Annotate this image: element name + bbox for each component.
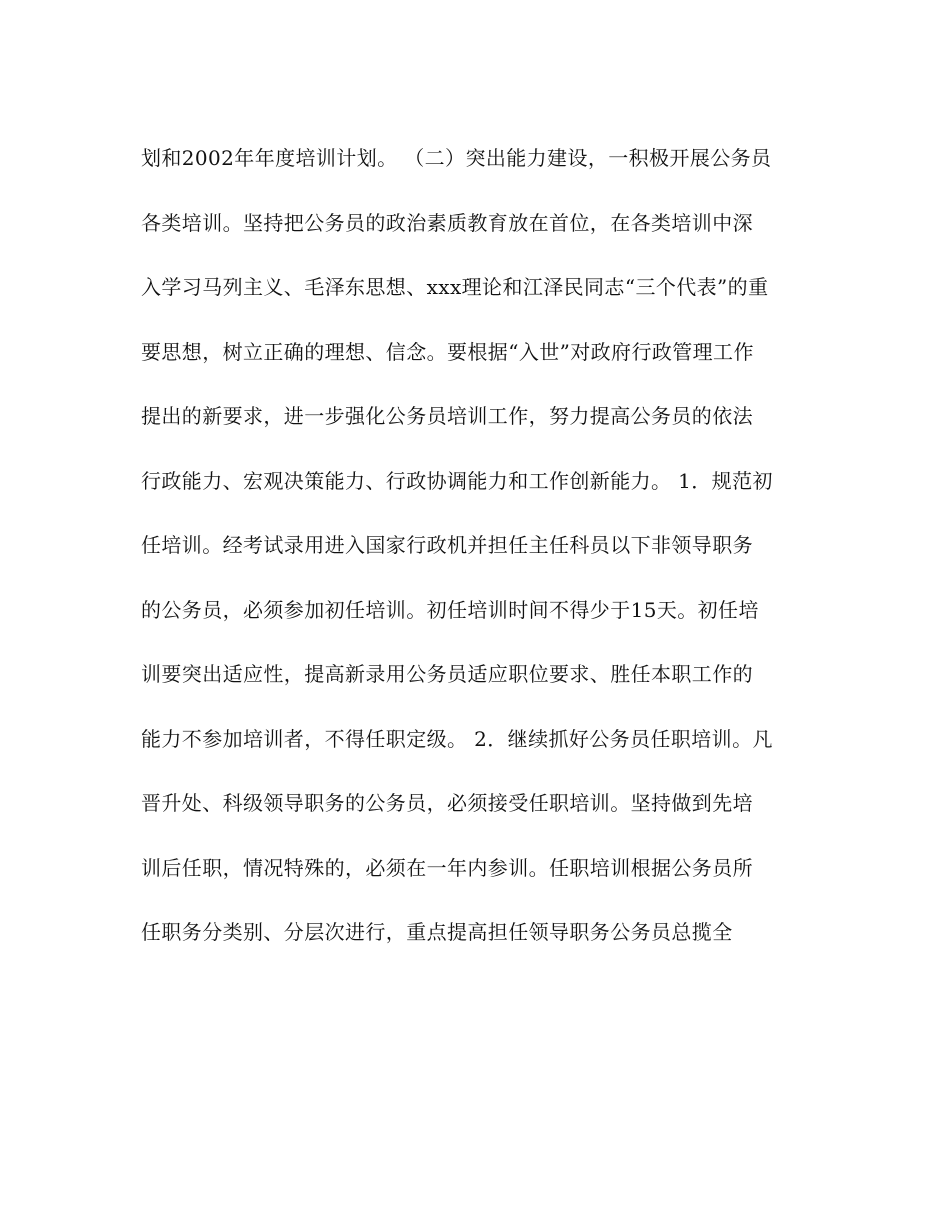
text-line: 划和2002年年度培训计划。 （二）突出能力建设，一积极开展公务员: [141, 146, 772, 170]
text-line: 能力不参加培训者，不得任职定级。 2．继续抓好公务员任职培训。凡: [141, 726, 773, 751]
text-line: 训要突出适应性，提高新录用公务员适应职位要求、胜任本职工作的: [141, 662, 753, 686]
text-line: 各类培训。坚持把公务员的政治素质教育放在首位，在各类培训中深: [141, 210, 753, 235]
text-line: 晋升处、科级领导职务的公务员，必须接受任职培训。坚持做到先培: [141, 791, 753, 815]
text-line: 入学习马列主义、毛泽东思想、xxx理论和江泽民同志“三个代表”的重: [141, 275, 769, 299]
text-line: 要思想，树立正确的理想、信念。要根据“入世”对政府行政管理工作: [141, 339, 754, 364]
text-line: 的公务员，必须参加初任培训。初任培训时间不得少于15天。初任培: [141, 597, 759, 622]
text-line: 任职务分类别、分层次进行，重点提高担任领导职务公务员总揽全: [141, 920, 733, 944]
text-line: 行政能力、宏观决策能力、行政协调能力和工作创新能力。 1．规范初: [141, 468, 773, 493]
text-line: 训后任职，情况特殊的，必须在一年内参训。任职培训根据公务员所: [141, 855, 753, 880]
text-line: 提出的新要求，进一步强化公务员培训工作，努力提高公务员的依法: [141, 404, 753, 428]
text-line: 任培训。经考试录用进入国家行政机并担任主任科员以下非领导职务: [141, 533, 753, 557]
body-text: [141, 138, 821, 977]
